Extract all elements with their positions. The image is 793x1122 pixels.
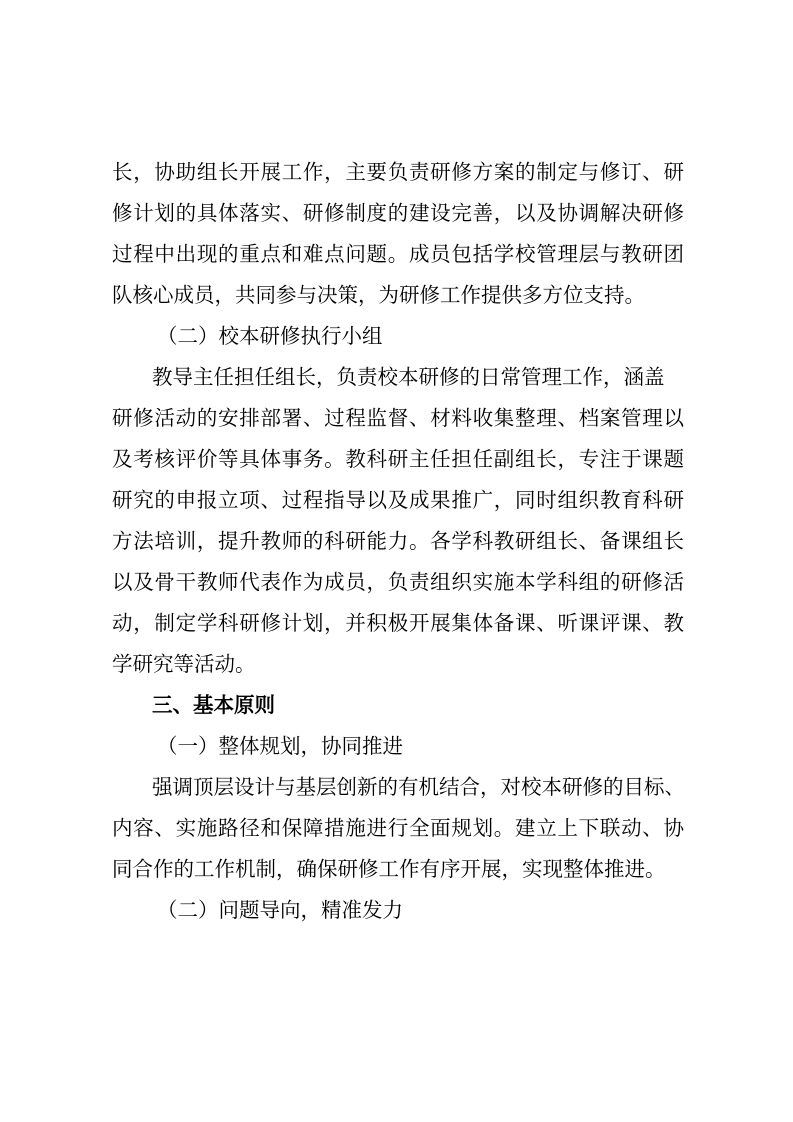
section-heading: 三、基本原则 (152, 693, 275, 717)
subsection-heading: （二）问题导向，精准发力 (157, 898, 403, 922)
subsection-heading: （二）校本研修执行小组 (157, 324, 383, 348)
paragraph-line: 同合作的工作机制，确保研修工作有序开展，实现整体推进。 (112, 857, 666, 881)
paragraph-line: 强调顶层设计与基层创新的有机结合，对校本研修的目标、 (152, 775, 685, 799)
paragraph-line: 长，协助组长开展工作，主要负责研修方案的制定与修订、研 (112, 160, 684, 184)
paragraph-line: 内容、实施路径和保障措施进行全面规划。建立上下联动、协 (112, 816, 684, 840)
paragraph-line: 研究的申报立项、过程指导以及成果推广，同时组织教育科研 (112, 488, 684, 512)
paragraph-line: 动，制定学科研修计划，并积极开展集体备课、听课评课、教 (112, 611, 684, 635)
paragraph-line: 队核心成员，共同参与决策，为研修工作提供多方位支持。 (112, 283, 645, 307)
paragraph-line: 及考核评价等具体事务。教科研主任担任副组长，专注于课题 (112, 447, 684, 471)
paragraph-line: 研修活动的安排部署、过程监督、材料收集整理、档案管理以 (112, 406, 684, 430)
paragraph-line: 教导主任担任组长，负责校本研修的日常管理工作，涵盖 (152, 365, 665, 389)
subsection-heading: （一）整体规划，协同推进 (157, 734, 403, 758)
paragraph-line: 以及骨干教师代表作为成员，负责组织实施本学科组的研修活 (112, 570, 684, 594)
paragraph-line: 学研究等活动。 (112, 652, 256, 676)
paragraph-line: 方法培训，提升教师的科研能力。各学科教研组长、备课组长 (112, 529, 684, 553)
paragraph-line: 修计划的具体落实、研修制度的建设完善，以及协调解决研修 (112, 201, 684, 225)
paragraph-line: 过程中出现的重点和难点问题。成员包括学校管理层与教研团 (112, 242, 684, 266)
